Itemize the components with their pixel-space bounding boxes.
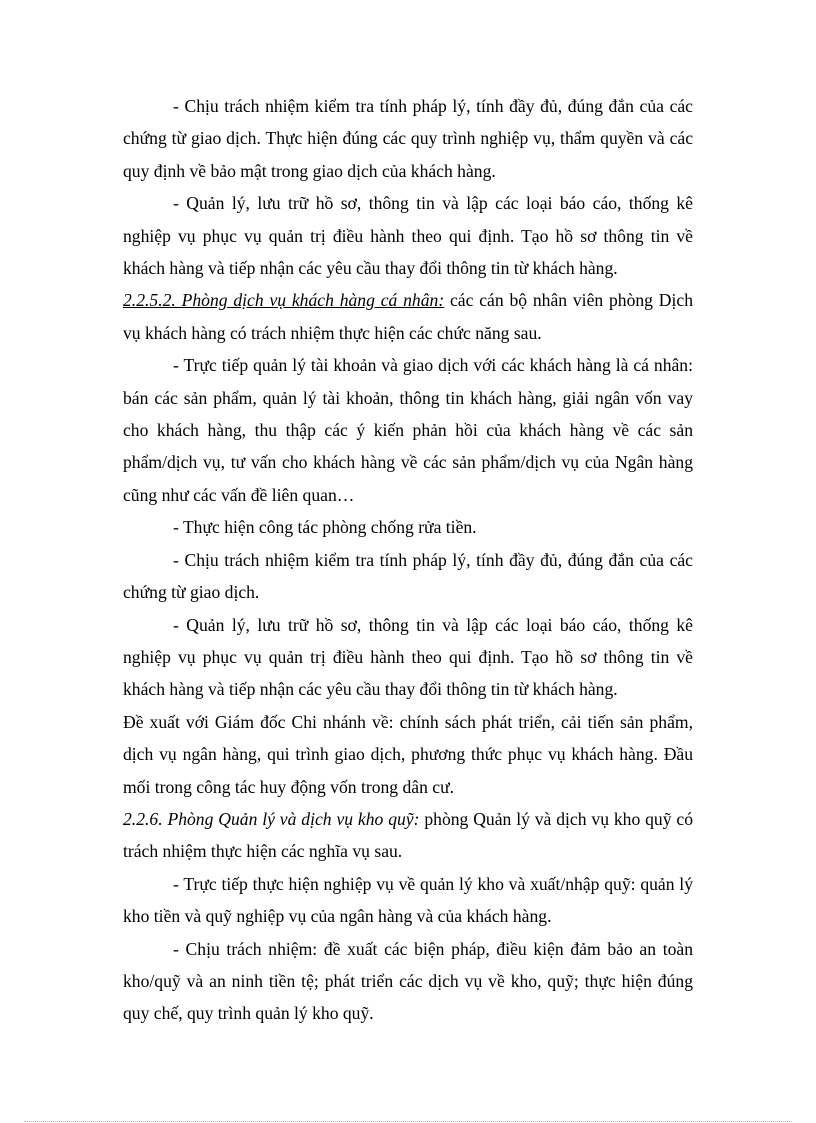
paragraph-8: Đề xuất với Giám đốc Chi nhánh về: chính sách phát triển, cải tiến sản phẩm, dịch vụ ngân hàng, qui trình giao dịch, phương thức phục vụ khách hàng. Đầu mối trong công tác huy động vốn trong dân cư.: [123, 711, 693, 797]
section-2-2-6-paragraph: [123, 803, 693, 868]
section-2-2-6-text: phòng Quản lý và dịch vụ kho quỹ có trách nhiệm thực hiện các nghĩa vụ sau.: [123, 808, 694, 862]
paragraph-10: - Trực tiếp thực hiện nghiệp vụ về quản lý kho và xuất/nhập quỹ: quản lý kho tiền và quỹ nghiệp vụ của ngân hàng và của khách hàng.: [123, 873, 693, 927]
paragraph-5: - Thực hiện công tác phòng chống rửa tiền.: [173, 517, 477, 538]
paragraph-2: - Quản lý, lưu trữ hồ sơ, thông tin và lập các loại báo cáo, thống kê nghiệp vụ phục vụ quản trị điều hành theo qui định. Tạo hồ sơ thông tin về khách hàng và tiếp nhận các yêu cầu thay đổi thông tin từ khách hàng.: [123, 193, 693, 279]
paragraph-6: - Chịu trách nhiệm kiểm tra tính pháp lý, tính đầy đủ, đúng đắn của các chứng từ giao dịch.: [123, 549, 693, 603]
page-footer-rule: [24, 1121, 792, 1122]
paragraph-1: - Chịu trách nhiệm kiểm tra tính pháp lý, tính đầy đủ, đúng đắn của các chứng từ giao dịch. Thực hiện đúng các quy trình nghiệp vụ, thẩm quyền và các quy định về bảo mật trong giao dịch của khách hàng.: [123, 96, 693, 181]
section-heading-2-2-6: 2.2.6. Phòng Quản lý và dịch vụ kho quỹ:: [123, 808, 420, 829]
section-heading-2-2-5-2: 2.2.5.2. Phòng dịch vụ khách hàng cá nhân:: [123, 290, 445, 311]
document-body: [123, 90, 693, 1030]
paragraph-4: - Trực tiếp quản lý tài khoản và giao dịch với các khách hàng là cá nhân: bán các sản phẩm, quản lý tài khoản, thông tin khách hàng, giải ngân vốn vay cho khách hàng, thu thập các ý kiến phản hồi của khách hàng về các sản phẩm/dịch vụ, tư vấn cho khách hàng về các sản phẩm/dịch vụ của Ngân hàng cũng như các vấn đề liên quan…: [123, 355, 693, 505]
paragraph-11: - Chịu trách nhiệm: đề xuất các biện pháp, điều kiện đảm bảo an toàn kho/quỹ và an ninh tiền tệ; phát triển các dịch vụ về kho, quỹ; thực hiện đúng quy chế, quy trình quản lý kho quỹ.: [123, 938, 693, 1024]
section-2-2-5-2-paragraph: [123, 284, 693, 349]
section-2-2-5-2-text: các cán bộ nhân viên phòng Dịch vụ khách hàng có trách nhiệm thực hiện các chức năng sau.: [123, 290, 693, 343]
paragraph-7: - Quản lý, lưu trữ hồ sơ, thông tin và lập các loại báo cáo, thống kê nghiệp vụ phục vụ quản trị điều hành theo qui định. Tạo hồ sơ thông tin về khách hàng và tiếp nhận các yêu cầu thay đổi thông tin từ khách hàng.: [123, 614, 693, 700]
